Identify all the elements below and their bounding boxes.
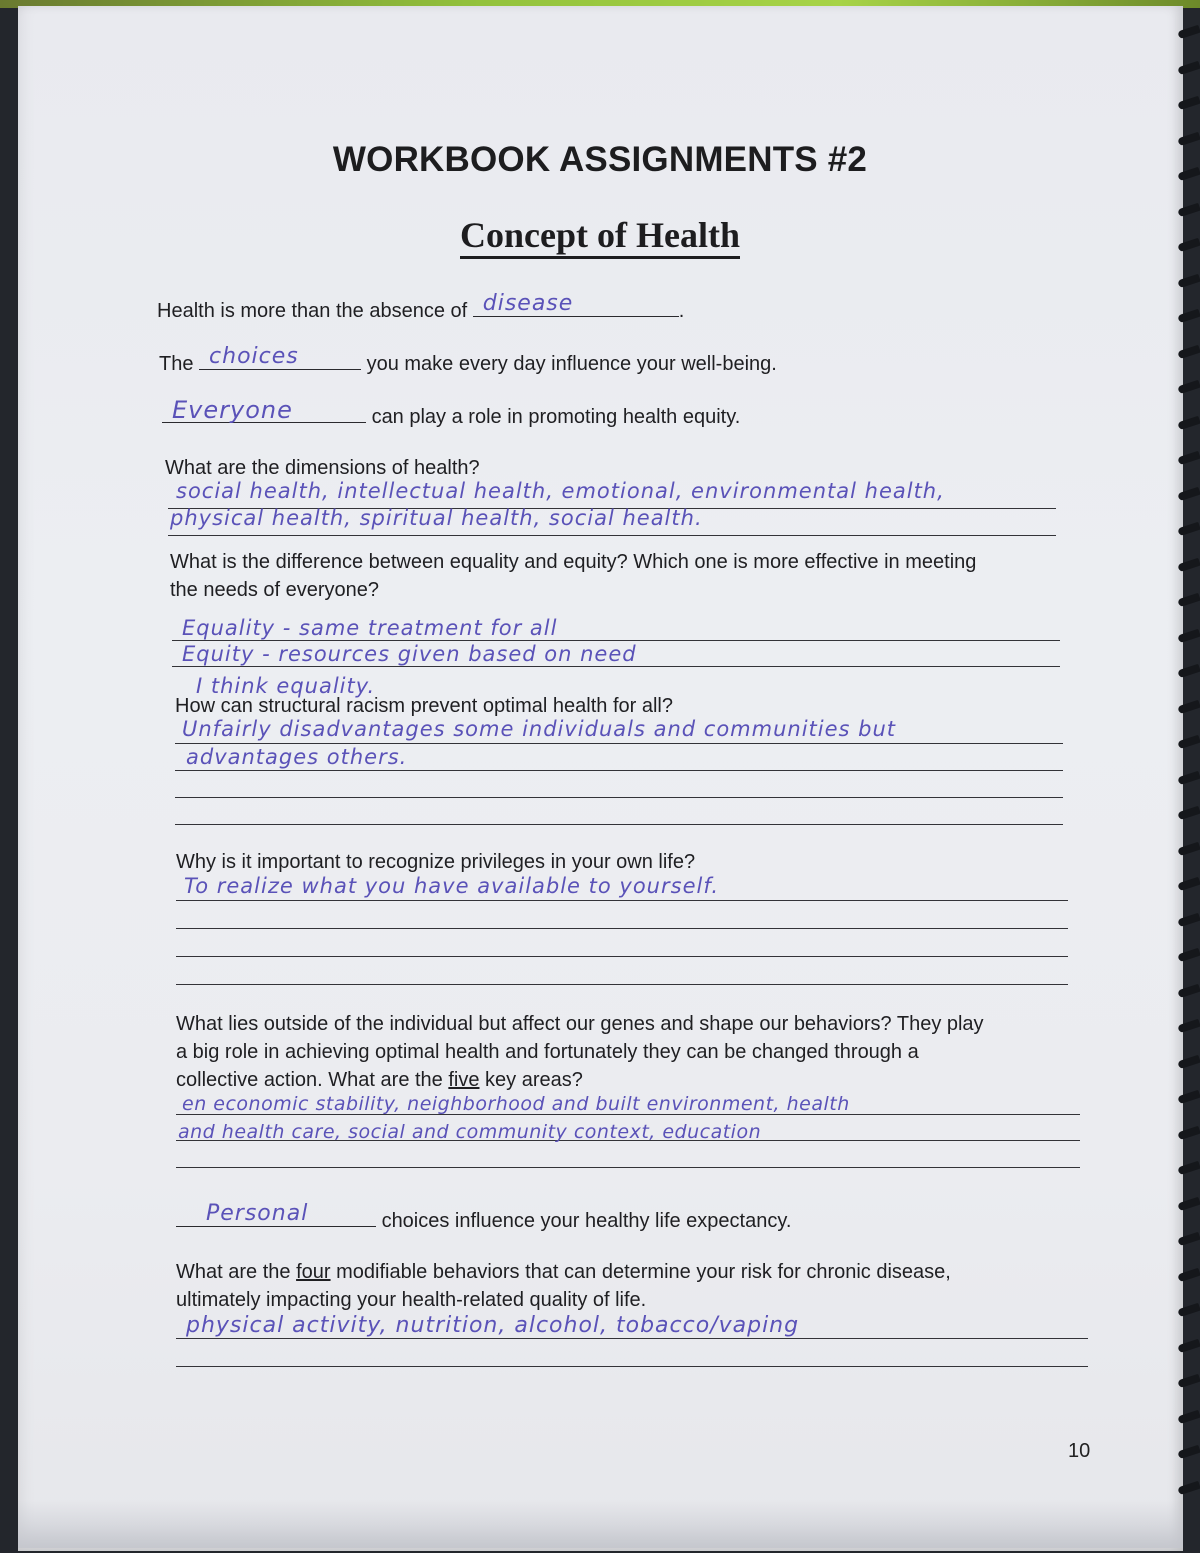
question-text: What are the four modifiable behaviors that can determine your risk for chronic disease, [176,1261,951,1283]
coil-loop [1177,60,1200,74]
question-text-end: can play a role in promoting health equity. [371,406,741,428]
handwritten-answer: Equality - same treatment for all [182,616,558,640]
handwritten-answer: Everyone [172,396,293,424]
coil-loop [1177,983,1200,997]
question-text: the needs of everyone? [170,579,380,601]
handwritten-answer: I think equality. [196,674,376,698]
question-health-equity [162,398,740,431]
coil-loop [1177,273,1200,287]
coil-loop [1177,1338,1200,1352]
answer-line [176,1366,1088,1367]
handwritten-answer: disease [482,291,574,316]
coil-loop [1177,699,1200,713]
subtitle-text: Concept of Health [460,215,740,259]
answer-line [175,743,1063,744]
coil-loop [1177,522,1200,536]
coil-loop [1177,735,1200,749]
question-key-areas [176,1010,984,1094]
handwritten-answer: and health care, social and community context, education [178,1121,762,1143]
question-text: What is the difference between equality and equity? Which one is more effective in meeting [170,551,977,573]
coil-loop [1177,96,1200,110]
coil-loop [1177,770,1200,784]
coil-loop [1177,841,1200,855]
handwritten-answer: Equity - resources given based on need [182,642,637,666]
answer-line [176,1167,1080,1168]
question-text: ultimately impacting your health-related quality of life. [176,1289,647,1311]
coil-loop [1177,1019,1200,1033]
question-choices [159,345,777,378]
coil-loop [1177,486,1200,500]
coil-loop [1177,1267,1200,1281]
coil-loop [1177,1409,1200,1423]
question-equality-equity [170,548,976,604]
handwritten-answer: social health, intellectual health, emotional, environmental health, [176,479,945,503]
answer-line [176,928,1068,929]
answer-line [172,666,1060,667]
coil-loop [1177,1445,1200,1459]
question-structural-racism: How can structural racism prevent optimal health for all? [175,695,673,717]
coil-loop [1177,912,1200,926]
coil-loop [1177,948,1200,962]
question-text: collective action. What are the five key areas? [176,1069,583,1091]
coil-loop [1177,1090,1200,1104]
question-text: a big role in achieving optimal health and fortunately they can be changed through a [176,1041,919,1063]
coil-loop [1177,309,1200,323]
question-text: The [159,353,194,375]
question-text-end: you make every day influence your well-being. [366,353,777,375]
question-personal-choices [176,1202,791,1235]
handwritten-answer: advantages others. [186,745,408,769]
answer-line [172,640,1060,641]
coil-loop [1177,877,1200,891]
page-fold-shadow [18,1500,1183,1548]
answer-line [175,824,1063,825]
handwritten-answer: Personal [206,1201,309,1226]
coil-loop [1177,806,1200,820]
answer-line [176,1338,1088,1339]
fill-blank-choices[interactable] [199,345,361,370]
coil-loop [1177,1480,1200,1494]
handwritten-answer: choices [209,344,299,369]
coil-loop [1177,380,1200,394]
coil-loop [1177,1161,1200,1175]
answer-line [176,900,1068,901]
coil-loop [1177,664,1200,678]
question-text-end: choices influence your healthy life expectancy. [381,1210,792,1232]
fill-blank-personal[interactable] [176,1202,376,1227]
page-subtitle [0,214,1200,256]
question-dimensions: What are the dimensions of health? [165,457,480,479]
answer-line [168,535,1056,536]
emphasis-word: five [448,1069,480,1091]
emphasis-word: four [296,1261,331,1283]
coil-loop [1177,451,1200,465]
coil-loop [1177,1125,1200,1139]
coil-loop [1177,344,1200,358]
answer-line [175,770,1063,771]
coil-loop [1177,1054,1200,1068]
handwritten-answer: To realize what you have available to yourself. [184,874,720,898]
question-text-end: . [678,300,685,322]
coil-loop [1177,1232,1200,1246]
page-number: 10 [1068,1440,1091,1462]
handwritten-answer: Unfairly disadvantages some individuals and communities but [182,717,897,741]
question-modifiable-behaviors [176,1258,951,1314]
coil-loop [1177,415,1200,429]
question-privileges: Why is it important to recognize privileges in your own life? [176,851,696,873]
coil-loop [1177,1196,1200,1210]
fill-blank-disease[interactable] [473,292,679,317]
coil-loop [1177,557,1200,571]
handwritten-answer: physical health, spiritual health, social health. [170,506,703,530]
handwritten-answer: physical activity, nutrition, alcohol, tobacco/vaping [186,1313,800,1338]
coil-loop [1177,25,1200,39]
handwritten-answer: en economic stability, neighborhood and built environment, health [182,1093,850,1115]
coil-loop [1177,628,1200,642]
question-text: Health is more than the absence of [157,300,468,322]
fill-blank-everyone[interactable] [162,398,366,423]
question-absence-of [157,292,684,325]
coil-loop [1177,1374,1200,1388]
page-title: WORKBOOK ASSIGNMENTS #2 [332,140,868,179]
coil-loop [1177,1303,1200,1317]
answer-line [176,956,1068,957]
question-text: What lies outside of the individual but affect our genes and shape our behaviors? They play [176,1013,984,1035]
coil-loop [1177,593,1200,607]
answer-line [175,797,1063,798]
answer-line [176,984,1068,985]
